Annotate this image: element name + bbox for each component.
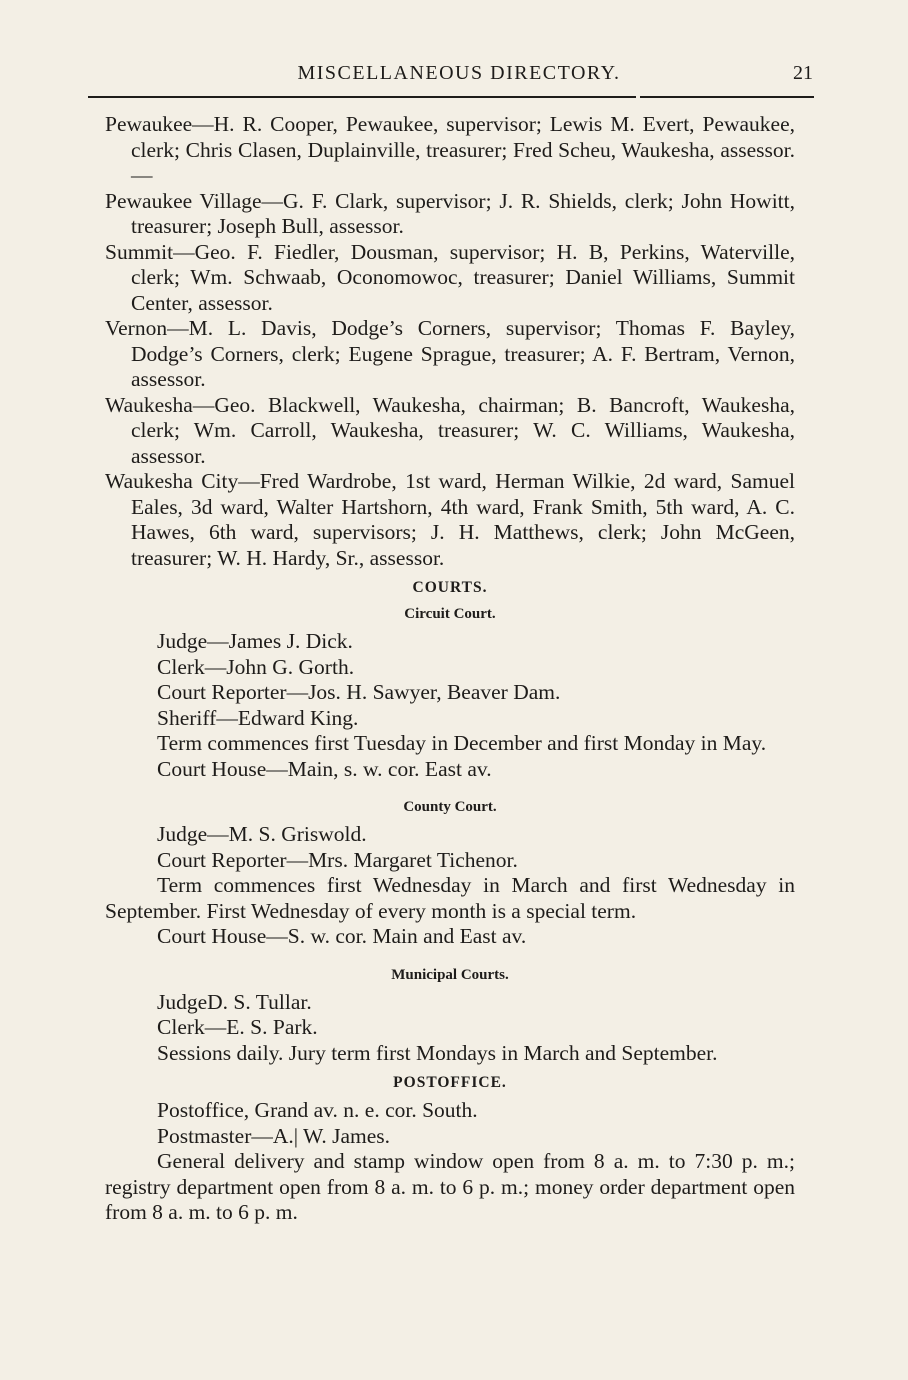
municipal-clerk: Clerk—E. S. Park.	[157, 1015, 318, 1039]
page-number: 21	[793, 62, 813, 84]
circuit-court-heading: Circuit Court.	[404, 606, 496, 622]
courts-heading: COURTS.	[412, 579, 488, 596]
county-reporter: Court Reporter—Mrs. Margaret Tichenor.	[157, 847, 518, 872]
page-body	[105, 112, 795, 1226]
county-judge: Judge—M. S. Griswold.	[157, 822, 367, 846]
circuit-clerk: Clerk—John G. Gorth.	[157, 654, 355, 679]
directory-entry-pewaukee-village: Pewaukee Village—G. F. Clark, supervisor; J. R. Shields, clerk; John Howitt, treasurer; Joseph Bull, assessor.	[105, 188, 795, 238]
municipal-judge: JudgeD. S. Tullar.	[157, 989, 312, 1014]
page-header	[105, 58, 813, 90]
circuit-reporter: Court Reporter—Jos. H. Sawyer, Beaver Dam.	[157, 680, 561, 704]
county-court-heading: County Court.	[403, 799, 497, 815]
header-rule-right	[640, 96, 814, 98]
directory-entry-summit: Summit—Geo. F. Fiedler, Dousman, supervisor; H. B, Perkins, Waterville, clerk; Wm. Schwaab, Oconomowoc, treasurer; Daniel Williams, Summit Center, assessor.	[105, 239, 795, 315]
header-rule-left	[88, 96, 636, 98]
running-title: MISCELLANEOUS DIRECTORY.	[297, 62, 621, 84]
directory-entry-waukesha-city: Waukesha City—Fred Wardrobe, 1st ward, Herman Wilkie, 2d ward, Samuel Eales, 3d ward, Walter Hartshorn, 4th ward, Frank Smith, 5th ward, A. C. Hawes, 6th ward, supervisors; J. H. Matthews, clerk; John McGeen, treasurer; W. H. Hardy, Sr., assessor.	[105, 469, 795, 570]
municipal-courts-heading: Municipal Courts.	[391, 966, 509, 983]
circuit-term: Term commences first Tuesday in December and first Monday in May.	[157, 731, 767, 755]
postoffice-heading: POSTOFFICE.	[393, 1074, 507, 1091]
circuit-sheriff: Sheriff—Edward King.	[157, 705, 359, 730]
municipal-sessions: Sessions daily. Jury term first Mondays in March and September.	[157, 1040, 718, 1065]
circuit-court-house: Court House—Main, s. w. cor. East av.	[157, 756, 492, 781]
directory-entry-vernon: Vernon—M. L. Davis, Dodge’s Corners, supervisor; Thomas F. Bayley, Dodge’s Corners, clerk; Eugene Sprague, treasurer; A. F. Bertram, Vernon, assessor.	[105, 316, 795, 391]
postmaster: Postmaster—A.| W. James.	[157, 1123, 391, 1148]
directory-entry-pewaukee: Pewaukee—H. R. Cooper, Pewaukee, supervisor; Lewis M. Evert, Pewaukee, clerk; Chris Clasen, Duplainville, treasurer; Fred Scheu, Waukesha, assessor. —	[105, 112, 795, 187]
county-term: Term commences first Wednesday in March and first Wednesday in September. First Wednesday of every month is a special term.	[105, 873, 795, 923]
postoffice-hours: General delivery and stamp window open from 8 a. m. to 7:30 p. m.; registry department open from 8 a. m. to 6 p. m.; money order department open from 8 a. m. to 6 p. m.	[105, 1149, 795, 1224]
county-court-house: Court House—S. w. cor. Main and East av.	[157, 924, 527, 948]
circuit-judge: Judge—James J. Dick.	[157, 629, 353, 653]
postoffice-address: Postoffice, Grand av. n. e. cor. South.	[157, 1098, 478, 1122]
directory-entry-waukesha: Waukesha—Geo. Blackwell, Waukesha, chairman; B. Bancroft, Waukesha, clerk; Wm. Carroll, Waukesha, treasurer; W. C. Williams, Waukesha, assessor.	[105, 392, 795, 468]
